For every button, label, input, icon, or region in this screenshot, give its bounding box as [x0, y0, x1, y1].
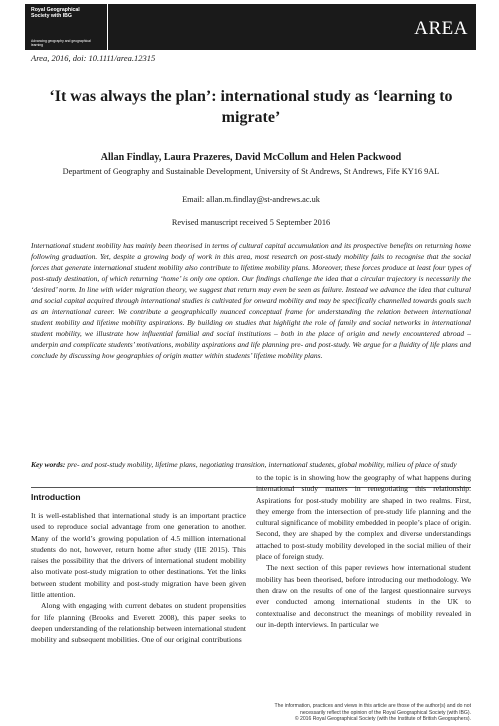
paragraph: to the topic is in showing how the geography of what happens during international study matters in renegotiating this relationship. Aspirations for post-study mobility are shaped in two realms. First, they emerge from the intersection of pre-study life planning and the cultural significance of mobility embedded in people’s place of origin. Second, they are shaped by the complex and diverse understandings attached to post-study mobility developed in the social milieu of their place of foreign study.	[256, 473, 471, 562]
paper-title: ‘It was always the plan’: international study as ‘learning to migrate’	[49, 88, 453, 126]
section-heading-introduction: Introduction	[31, 492, 81, 502]
society-logo	[25, 4, 107, 50]
keywords-text: pre- and post-study mobility, lifetime plans, negotiating transition, international students, global mobility, milieu of place of study	[65, 460, 457, 469]
paragraph: It is well-established that international study is an important practice used to reproduce social advantage from one generation to another. Many of the world’s growing population of 4.5 million international students do not, however, return home after study (IIE 2015). This raises the possibility that the drivers of international student mobility also motivate post-study migration to other destinations. Yet the links between student mobility and post-study migration have been given little attention.	[31, 511, 246, 600]
journal-name: AREA	[414, 18, 468, 39]
society-name: Royal Geographical Society with IBG	[31, 7, 80, 19]
email: Email: allan.m.findlay@st-andrews.ac.uk	[182, 195, 320, 204]
footer-line: necessarily reflect the opinion of the Royal Geographical Society (with IBG).	[299, 709, 471, 716]
citation: Area, 2016, doi: 10.1111/area.12315	[31, 53, 156, 63]
footer-note	[171, 703, 471, 723]
journal-banner	[108, 4, 476, 50]
right-column	[256, 472, 471, 630]
society-tagline: Advancing geography and geographical learning	[31, 39, 91, 47]
authors: Allan Findlay, Laura Prazeres, David McCollum and Helen Packwood	[100, 152, 402, 163]
keywords-label: Key words:	[31, 460, 66, 469]
abstract: International student mobility has mainly been theorised in terms of cultural capital accumulation and its prospective benefits on returning home following graduation. Yet, despite a growing body of work in this area, most research on post-study mobility fails to recognise that the social forces that generate international student mobility also contribute to lifetime mobility plans. Moreover, these forces produce at least four types of post-study destination, of which returning ‘home’ is only one option. Our findings challenge the idea that a circular trajectory is necessarily the ‘desired’ norm. In line with wider migration theory, we suggest that return may even be seen as failure. Instead we advance the idea that cultural and social capital acquired through international studies is cultivated for onward mobility and may be specifically channelled towards goals such as an international career. We contribute a geographically nuanced conceptual frame for understanding the relation between international student mobility and lifetime mobility aspirations. By building on studies that highlight the role of family and social networks in international student mobility, we illustrate how influential familial and social institutions – both in the place of origin and newly encountered abroad – underpin and complicate students’ motivations, mobility aspirations and life planning pre- and post-study. We argue for a fluidity of life plans and conclude by discussing how geographies of origin matter within students’ lifetime mobility plans.	[31, 241, 471, 360]
revised-date: Revised manuscript received 5 September 2016	[171, 218, 331, 227]
keywords	[31, 459, 471, 470]
copyright: © 2016 Royal Geographical Society (with the Institute of British Geographers).	[294, 716, 471, 722]
paragraph: The next section of this paper reviews how international student mobility has been theorised, before introducing our methodology. We then draw on the results of one of the largest questionnaire surveys ever conducted among international students in the UK to contextualise and deconstruct the meanings of mobility revealed in our in-depth interviews. In particular we	[256, 563, 471, 629]
affiliation: Department of Geography and Sustainable Development, University of St Andrews, St Andrews, Fife KY16 9AL	[62, 167, 440, 176]
paragraph: Along with engaging with current debates on student propensities for life planning (Brooks and Everett 2008), this paper seeks to deepen understanding of the relationship between international student mobility and subsequent mobilities. One of our original contributions	[31, 601, 246, 645]
left-column	[31, 482, 246, 646]
footer-line: The information, practices and views in this article are those of the author(s) and do not	[274, 703, 471, 709]
